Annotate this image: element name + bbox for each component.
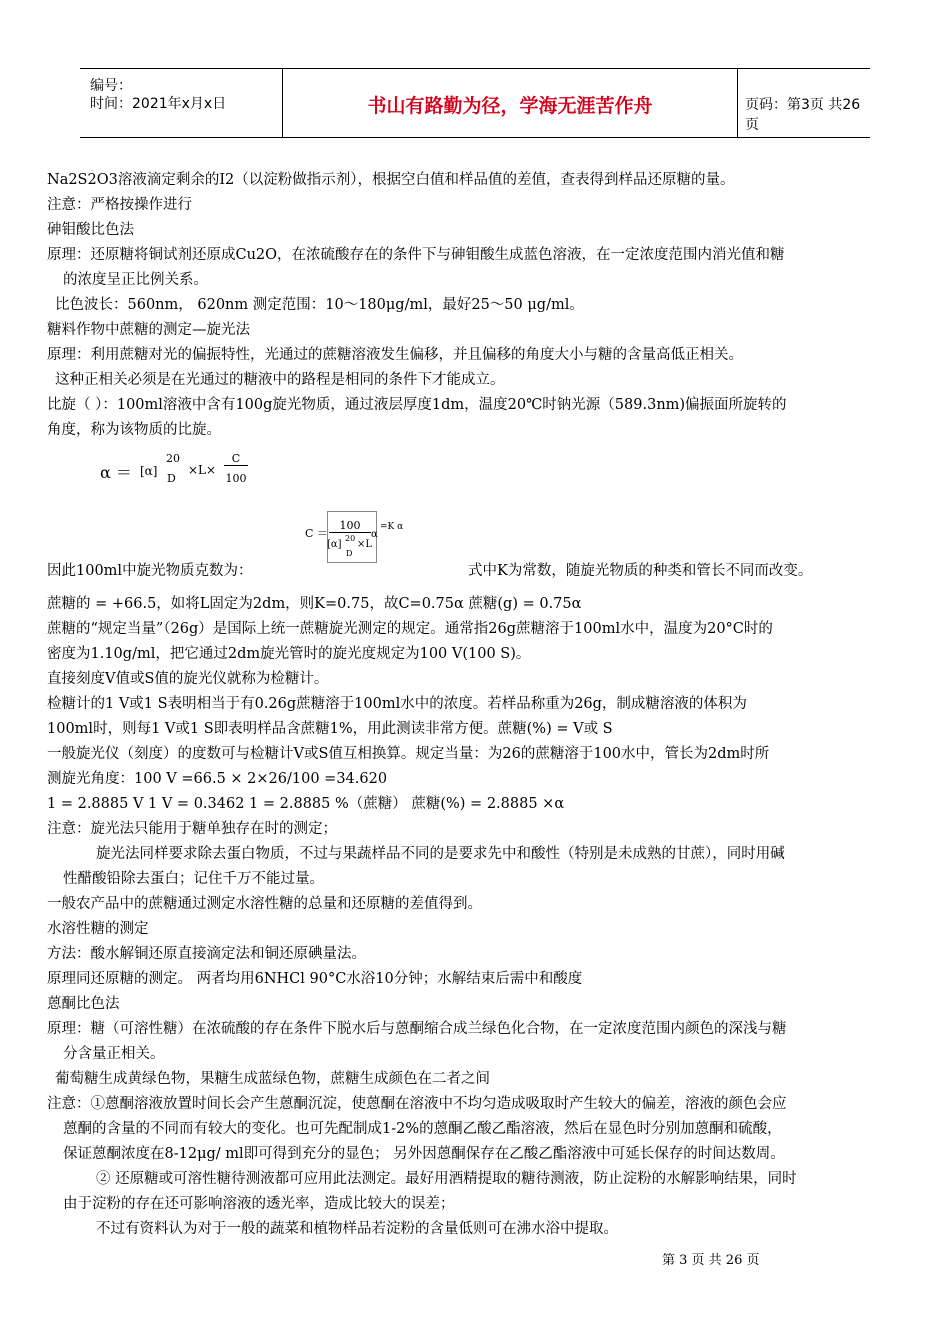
header-page-cell bbox=[737, 69, 870, 137]
text-line: 测旋光角度：100 V =66.5 × 2×26/100 =34.620 bbox=[47, 771, 388, 787]
text-line: 原理：还原糖将铜试剂还原成Cu2O，在浓硫酸存在的条件下与砷钼酸生成蓝色溶液，在一定浓度范围内消光值和糖 bbox=[47, 247, 785, 263]
text-line: 100ml时，则每1 V或1 S即表明样品含蔗糖1%，用此测读非常方便。蔗糖(%) = V或 S bbox=[47, 721, 613, 737]
text-line: 分含量正相关。 bbox=[63, 1046, 165, 1062]
text-line: 由于淀粉的存在还可影响溶液的透光率，造成比较大的误差； bbox=[63, 1196, 455, 1212]
text-line: 一般旋光仪（刻度）的度数可与检糖计V或S值互相换算。规定当量：为26的蔗糖溶于100水中，管长为2dm时所 bbox=[47, 746, 770, 762]
formula2-sup: 20 bbox=[345, 534, 356, 543]
formula2-lhs: C ＝ bbox=[305, 527, 328, 540]
section-heading: 水溶性糖的测定 bbox=[47, 921, 149, 937]
text-line: 旋光法同样要求除去蛋白物质，不过与果蔬样品不同的是要求先中和酸性（特别是未成熟的甘蔗），同时用碱 bbox=[96, 846, 785, 862]
doc-code-label: 编号： bbox=[90, 78, 132, 94]
text-line: 因此100ml中旋光物质克数为： bbox=[47, 563, 253, 579]
text-line: 式中K为常数，随旋光物质的种类和管长不同而改变。 bbox=[468, 563, 813, 579]
header-meta bbox=[80, 69, 282, 137]
formula-sup: 20 bbox=[166, 452, 180, 465]
text-line: 原理：糖（可溶性糖）在浓硫酸的存在条件下脱水后与蒽酮缩合成兰绿色化合物，在一定浓度范围内颜色的深浅与糖 bbox=[47, 1021, 787, 1037]
text-line: 不过有资料认为对于一般的蔬菜和植物样品若淀粉的含量低则可在沸水浴中提取。 bbox=[96, 1221, 618, 1237]
text-line: 比色波长：560nm， 620nm 测定范围：10～180μg/ml，最好25～50 μg/ml。 bbox=[55, 297, 584, 313]
text-line: 比旋（ ）：100ml溶液中含有100g旋光物质，通过液层厚度1dm，温度20℃时钠光源（589.3nm)偏振面所旋转的 bbox=[47, 397, 787, 413]
text-line: 保证蒽酮浓度在8-12μg/ ml即可得到充分的显色； 另外因蒽酮保存在乙酸乙酯溶液中可延长保存的时间达数周。 bbox=[63, 1146, 785, 1162]
header-motto-cell bbox=[282, 69, 738, 137]
formula2-alpha: α bbox=[371, 529, 378, 540]
text-line: 密度为1.10g/ml，把它通过2dm旋光管时的旋光度规定为100 V(100 S)。 bbox=[47, 646, 531, 662]
text-line: 一般农产品中的蔗糖通过测定水溶性糖的总量和还原糖的差值得到。 bbox=[47, 896, 482, 912]
formula-times-l: ×L× bbox=[188, 463, 217, 477]
page-header bbox=[80, 68, 870, 138]
concentration-formula bbox=[305, 515, 415, 565]
text-line: ② 还原糖或可溶性糖待测液都可应用此法测定。最好用酒精提取的糖待测液，防止淀粉的水解影响结果，同时 bbox=[96, 1171, 797, 1187]
text-line: 注意：旋光法只能用于糖单独存在时的测定； bbox=[47, 821, 337, 837]
formula2-bracket: [α] bbox=[327, 539, 342, 550]
text-line: 这种正相关必须是在光通过的糖液中的路程是相同的条件下才能成立。 bbox=[55, 372, 505, 388]
text-line: 注意：严格按操作进行 bbox=[47, 197, 192, 213]
text-line: 原理：利用蔗糖对光的偏振特性，光通过的蔗糖溶液发生偏移，并且偏移的角度大小与糖的含量高低正相关。 bbox=[47, 347, 743, 363]
text-line: 原理同还原糖的测定。 两者均用6NHCl 90°C水浴10分钟；水解结束后需中和酸度 bbox=[47, 971, 583, 987]
text-line: 检糖计的1 V或1 S表明相当于有0.26g蔗糖溶于100ml水中的浓度。若样品称重为26g，制成糖溶液的体积为 bbox=[47, 696, 747, 712]
formula-lhs: α ＝ bbox=[100, 463, 132, 482]
text-line: 葡萄糖生成黄绿色物，果糖生成蓝绿色物，蔗糖生成颜色在二者之间 bbox=[55, 1071, 490, 1087]
specific-rotation-formula bbox=[100, 452, 260, 492]
section-heading: 蒽酮比色法 bbox=[47, 996, 120, 1012]
section-heading: 糖料作物中蔗糖的测定—旋光法 bbox=[47, 322, 250, 338]
text-line: 角度，称为该物质的比旋。 bbox=[47, 422, 221, 438]
text-line: 蒽酮的含量的不同而有较大的变化。也可先配制成1-2%的蒽酮乙酸乙酯溶液，然后在显色时分别加蒽酮和硫酸， bbox=[63, 1121, 782, 1137]
page-info: 页码：第3页 共26页 bbox=[745, 97, 861, 133]
text-line: 性醋酸铅除去蛋白；记住千万不能过量。 bbox=[63, 871, 324, 887]
formula2-rhs: =K α bbox=[380, 522, 404, 532]
text-line: 蔗糖的“规定当量”（26g）是国际上统一蔗糖旋光测定的规定。通常指26g蔗糖溶于100ml水中，温度为20°C时的 bbox=[47, 621, 773, 637]
doc-time: 时间：2021年x月x日 bbox=[90, 96, 227, 112]
text-line: Na2S2O3溶液滴定剩余的I2（以淀粉做指示剂），根据空白值和样品值的差值，查表得到样品还原糖的量。 bbox=[47, 172, 735, 188]
formula-denominator: 100 bbox=[225, 472, 247, 485]
formula2-sub: D bbox=[346, 549, 353, 558]
text-line: 蔗糖的 = +66.5，如将L固定为2dm，则K=0.75，故C=0.75α 蔗糖(g) = 0.75α bbox=[47, 596, 582, 612]
page-footer: 第 3 页 共 26 页 bbox=[662, 1253, 760, 1268]
section-heading: 砷钼酸比色法 bbox=[47, 222, 134, 238]
text-line: 的浓度呈正比例关系。 bbox=[63, 272, 208, 288]
formula2-l: ×L bbox=[357, 539, 373, 550]
motto: 书山有路勤为径，学海无涯苦作舟 bbox=[367, 95, 653, 117]
formula-numerator: C bbox=[224, 452, 248, 466]
formula2-numerator: 100 bbox=[329, 519, 371, 533]
formula-bracket: [α] bbox=[140, 464, 158, 478]
text-line: 1 = 2.8885 V 1 V = 0.3462 1 = 2.8885 %（蔗糖） 蔗糖(%) = 2.8885 ×α bbox=[47, 796, 565, 812]
formula-sub: D bbox=[167, 472, 176, 485]
text-line: 注意：①蒽酮溶液放置时间长会产生蒽酮沉淀，使蒽酮在溶液中不均匀造成吸取时产生较大的偏差，溶液的颜色会应 bbox=[47, 1096, 787, 1112]
text-line: 直接刻度V值或S值的旋光仪就称为检糖计。 bbox=[47, 671, 329, 687]
text-line: 方法：酸水解铜还原直接滴定法和铜还原碘量法。 bbox=[47, 946, 366, 962]
